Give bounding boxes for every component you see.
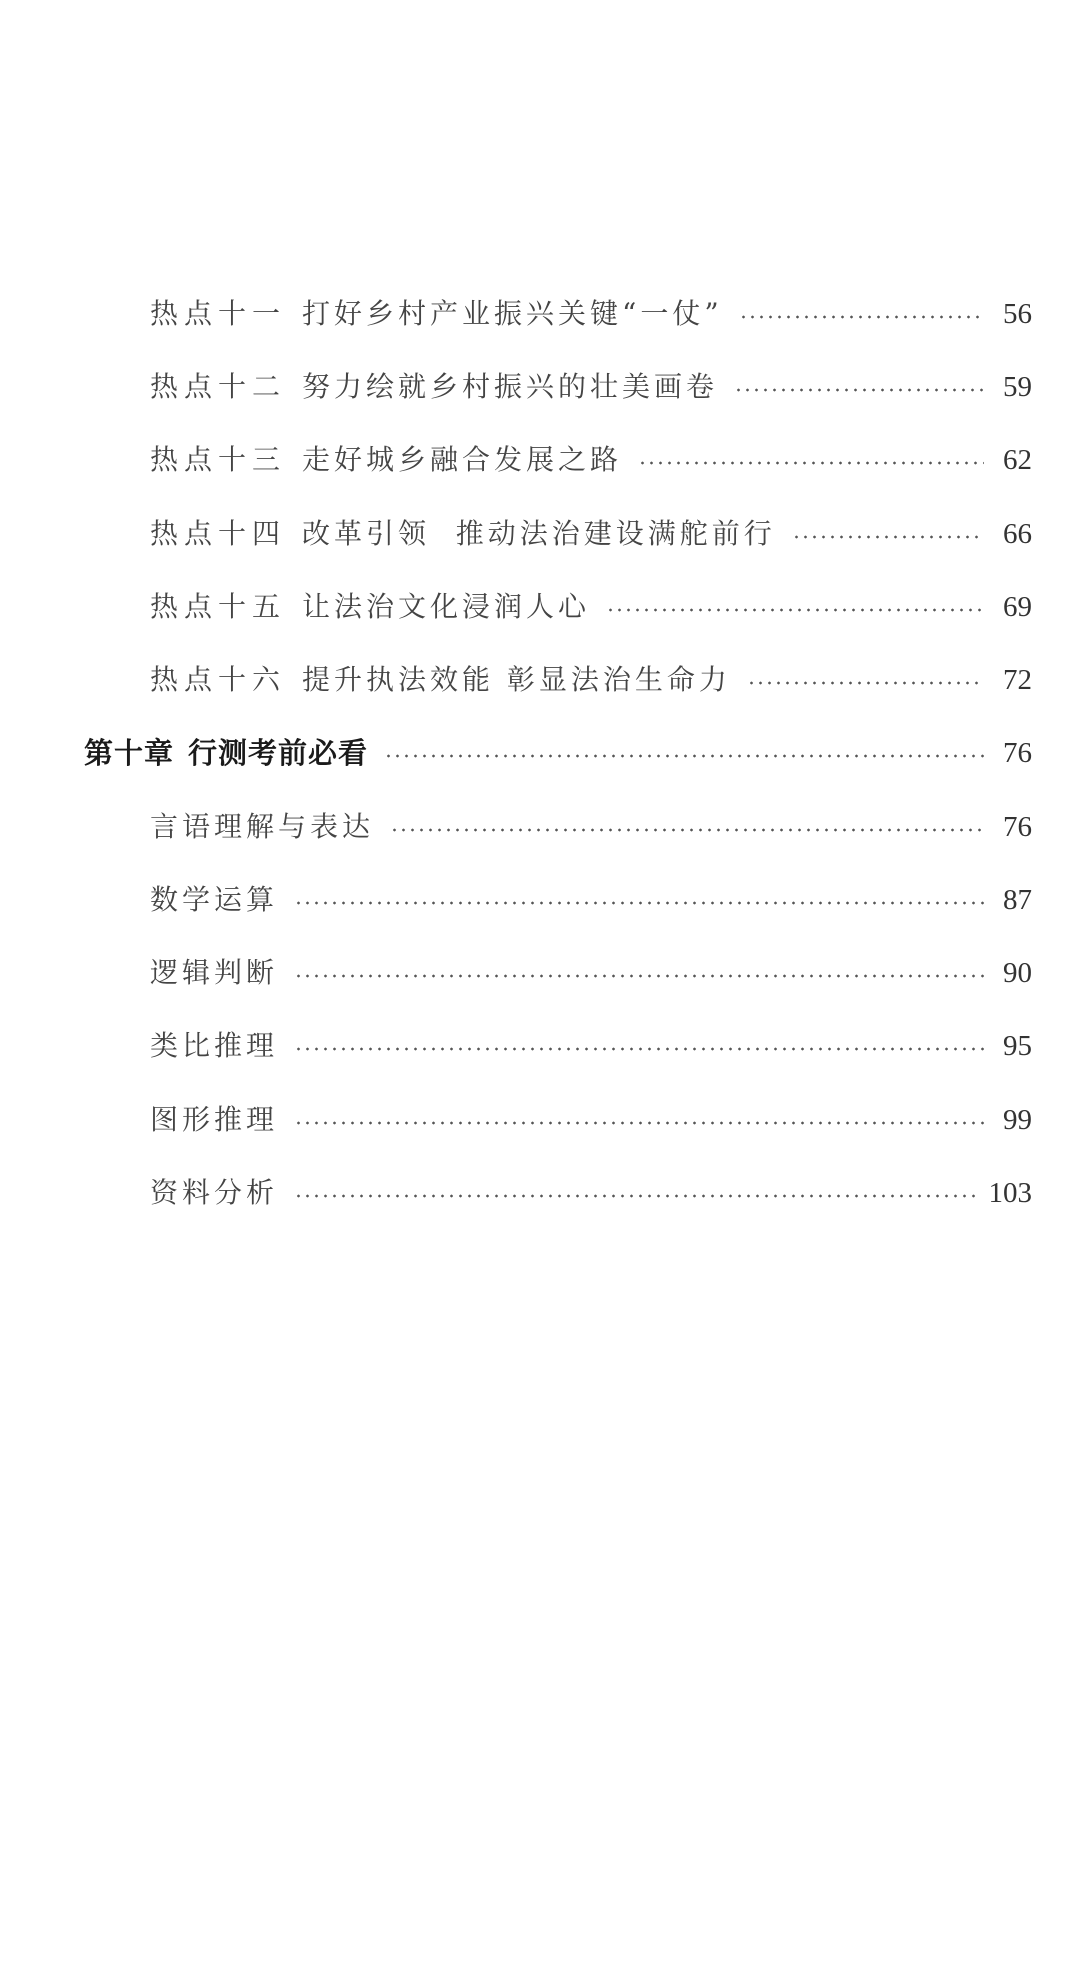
toc-entry-title: 让法治文化浸润人心 <box>302 590 591 623</box>
dot-leader <box>294 1194 974 1198</box>
dot-leader <box>747 681 984 685</box>
dot-leader <box>739 315 984 319</box>
dot-leader <box>294 901 984 905</box>
toc-entry-title: 言语理解与表达 <box>150 810 375 843</box>
toc-entry-page: 76 <box>1003 737 1032 769</box>
toc-entry-page: 56 <box>1003 298 1032 330</box>
dot-leader <box>294 1047 984 1051</box>
toc-entry-label <box>150 650 731 710</box>
toc-entry-verbal[interactable] <box>0 797 1080 857</box>
dot-leader <box>792 535 984 539</box>
toc-entry-page: 69 <box>1003 591 1032 623</box>
toc-entry-page: 72 <box>1003 664 1032 696</box>
dot-leader <box>294 974 984 978</box>
toc-entry-title: 努力绘就乡村振兴的壮美画卷 <box>302 370 719 403</box>
toc-entry-page: 59 <box>1003 371 1032 403</box>
toc-entry-hot-14[interactable] <box>0 504 1080 564</box>
toc-entry-page: 66 <box>1003 518 1032 550</box>
dot-leader <box>734 388 984 392</box>
toc-entry-label <box>150 504 776 564</box>
toc-entry-figure[interactable] <box>0 1090 1080 1150</box>
toc-entry-title: 改革引领 推动法治建设满舵前行 <box>302 517 776 550</box>
toc-entry-number: 热点十二 <box>150 370 287 403</box>
toc-chapter-10[interactable] <box>0 723 1080 783</box>
toc-entry-page: 87 <box>1003 884 1032 916</box>
toc-entry-page: 90 <box>1003 957 1032 989</box>
toc-entry-hot-12[interactable] <box>0 357 1080 417</box>
toc-entry-title: 走好城乡融合发展之路 <box>302 443 623 476</box>
toc-entry-hot-11[interactable] <box>0 284 1080 344</box>
toc-entry-number: 热点十五 <box>150 590 287 623</box>
toc-entry-number: 热点十一 <box>150 297 287 330</box>
toc-chapter-label <box>84 723 368 783</box>
toc-chapter-number: 第十章 <box>84 736 175 770</box>
toc-entry-label <box>150 430 622 490</box>
toc-entry-title: 提升执法效能 彰显法治生命力 <box>302 663 731 696</box>
toc-entry-page: 99 <box>1003 1104 1032 1136</box>
dot-leader <box>384 754 984 758</box>
toc-entry-label <box>150 577 590 637</box>
toc-entry-page: 103 <box>988 1177 1032 1209</box>
toc-entry-page: 76 <box>1003 811 1032 843</box>
toc-entry-number: 热点十四 <box>150 517 287 550</box>
dot-leader <box>294 1121 984 1125</box>
toc-entry-page: 62 <box>1003 444 1032 476</box>
toc-entry-logic[interactable] <box>0 943 1080 1003</box>
toc-entry-analogy[interactable] <box>0 1016 1080 1076</box>
toc-entry-title: 图形推理 <box>150 1103 279 1136</box>
toc-chapter-title: 行测考前必看 <box>188 736 369 770</box>
dot-leader <box>390 828 984 832</box>
toc-entry-title: 逻辑判断 <box>150 956 279 989</box>
toc-entry-hot-13[interactable] <box>0 430 1080 490</box>
toc-entry-title: 类比推理 <box>150 1029 279 1062</box>
toc-entry-label <box>150 284 723 344</box>
toc-entry-number: 热点十六 <box>150 663 287 696</box>
dot-leader <box>638 461 984 465</box>
toc-entry-math[interactable] <box>0 870 1080 930</box>
toc-entry-number: 热点十三 <box>150 443 287 476</box>
toc-entry-title: 数学运算 <box>150 883 279 916</box>
toc-entry-title: 打好乡村产业振兴关键“一仗” <box>302 297 723 330</box>
toc-entry-label <box>150 357 718 417</box>
toc-entry-page: 95 <box>1003 1030 1032 1062</box>
toc-entry-hot-15[interactable] <box>0 577 1080 637</box>
toc-entry-data[interactable] <box>0 1163 1080 1223</box>
toc-entry-hot-16[interactable] <box>0 650 1080 710</box>
dot-leader <box>606 608 984 612</box>
toc-entry-title: 资料分析 <box>150 1176 279 1209</box>
